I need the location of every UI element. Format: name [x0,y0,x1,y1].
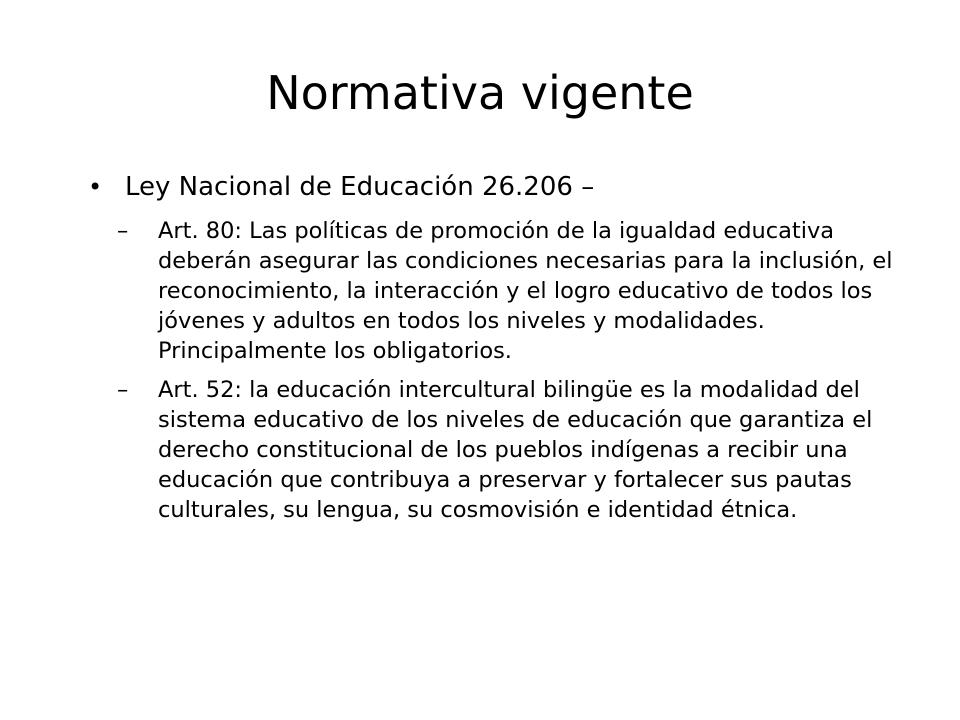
sub-item-art-52 [117,375,928,525]
bullet-item-ley-nacional [88,170,908,525]
sub-item-text: Art. 52: la educación intercultural bilingüe es la modalidad del sistema educativo de los niveles de educación que garantiza el derecho constitucional de los pueblos indígenas a recibir una educación que contribuya a preservar y fortalecer sus pautas culturales, su lengua, su cosmovisión e identidad étnica. [158,377,873,523]
sub-bullet-marker: – [117,218,129,244]
bullet-marker: • [88,173,103,201]
sub-bullet-list [117,216,908,525]
sub-item-text: Art. 80: Las políticas de promoción de la igualdad educativa deberán asegurar las condiciones necesarias para la inclusión, el reconocimiento, la interacción y el logro educativo de todos los jóvenes y adultos en todos los niveles y modalidades. Principalmente los obligatorios. [158,218,893,364]
sub-item-art-80 [117,216,928,366]
slide-title: Normativa vigente [266,66,694,120]
bullet-text: Ley Nacional de Educación 26.206 – [125,172,595,202]
bullet-list [88,170,908,534]
sub-bullet-marker: – [117,377,129,403]
